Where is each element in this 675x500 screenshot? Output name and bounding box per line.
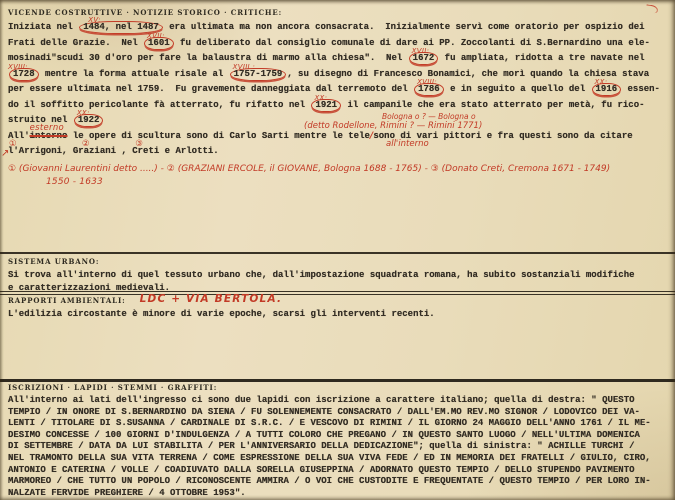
red-annotation: ②: [81, 138, 90, 149]
red-annotation: XX:: [594, 78, 608, 87]
typed-text: e caratterizzazioni medievali.: [8, 282, 171, 293]
struck-word: interno esterno: [29, 123, 68, 141]
section-iscrizioni: [8, 383, 663, 499]
typed-text: e in seguito a quello del: [444, 84, 591, 94]
red-annotation: XV:: [88, 16, 101, 25]
section-title-rapporti: RAPPORTI AMBIENTALI:: [8, 296, 126, 305]
text-line: [8, 62, 663, 83]
text-line: [8, 395, 663, 407]
red-annotation: ①: [9, 138, 17, 149]
red-annotation: XVIII:: [417, 78, 438, 87]
text-line: [8, 93, 663, 114]
text-line: [8, 78, 663, 98]
typed-text: fu ampliata, ridotta a tre navate nel: [439, 53, 645, 63]
red-annotation: XVIII :: [232, 62, 256, 71]
text-line: [8, 418, 663, 430]
typed-text: sono di vari pittori e fra questi sono da citare: [373, 130, 633, 141]
red-handwriting: 1550 - 1633: [46, 176, 103, 187]
typed-text: L'edilizia circostante è minore di varie epoche, scarsi gli interventi recenti.: [8, 309, 435, 319]
typed-text: fu deliberato dal consiglio comunale di dare ai PP. Zoccolanti di S.Bernardino una ele-: [174, 37, 650, 48]
year-highlight: 1484, nel 1487 XV:: [79, 21, 163, 34]
red-annotation: XVII:: [411, 47, 430, 56]
typed-text: LENTI / TITOLARE DI S.SUSANNA / CARDINALE DI S.R.C. / E VESCOVO DI RIMINI / IL GIORNO 24 MAGGIO DELL'ANNO 1761 / IL ME-: [8, 418, 651, 429]
red-handwriting: ∕: [369, 130, 374, 141]
red-annotation: XX:: [76, 109, 90, 118]
red-annotation: esterno: [29, 123, 65, 134]
typed-text: NALZATE FERVIDE PREGHIERE / 4 OTTOBRE 1953".: [8, 487, 246, 498]
typed-text: Iniziata nel: [8, 22, 79, 32]
typed-text: e Arlotti.: [159, 146, 219, 156]
section-title-sistema: SISTEMA URBANO:: [8, 257, 100, 266]
text-line: [8, 47, 663, 67]
typed-text: Creti ③: [132, 138, 160, 156]
red-handwriting-float: Bologna o ? — Bologna o: [382, 111, 476, 121]
typed-text: ANTONIO E CATERINA / VOLLE / COADIUVATO DALLA SORELLA GIUSEPPINA / ADORNATO QUESTO TEMPIO / DELLO STUPENDO PAVIMENTO: [8, 464, 635, 475]
typed-text: do il soffitto pericolante fà atterrato, fu rifatto nel: [8, 99, 311, 110]
year-highlight: 1728 XVIII:: [9, 68, 39, 81]
red-annotation: XVII:: [147, 31, 165, 40]
typed-text: MARMOREO / CHE TUTTO UN POPOLO / RICONOSCENTE AMMIRA / O VOI CHE CUSTODITE E FREQUENTATE / QUESTO TEMPIO / PER LORO IN-: [8, 476, 651, 487]
text-line: [8, 176, 663, 188]
text-line: [8, 407, 663, 419]
divider-line-bottom: [0, 379, 675, 382]
typed-text: , su disegno di Francesco Bonamici, che morì quando la chiesa stava: [287, 68, 650, 79]
rapporti-paragraph: [8, 308, 663, 321]
typed-text: mosinadi"scudi 30 d'oro per fare la balaustra di marmo alla chiesa". Nel: [8, 53, 408, 63]
vicende-paragraph: [1, 16, 663, 188]
year-highlight: 1757-1759 XVIII :: [230, 68, 287, 81]
typed-text: Si trova all'interno di quel tessuto urbano che, dall'impostazione squadrata romana, ha subito sostanziali modifiche: [8, 270, 635, 280]
section-rapporti-ambientali: [8, 293, 663, 321]
text-line: [8, 476, 663, 488]
red-annotation: XX:: [314, 93, 328, 102]
divider-line-top: [0, 252, 675, 254]
section-title-iscrizioni: ISCRIZIONI · LAPIDI · STEMMI · GRAFFITI:: [8, 383, 218, 392]
typed-text: mentre la forma attuale risale al: [39, 68, 229, 79]
typed-text: DESIMO CONCESSE / 100 GIORNI D'INDULGENZA / A TUTTI COLORO CHE PREGANO / IN QUESTO SANTO LUOGO / NELL'ULTIMA DOMENICA: [8, 429, 640, 440]
text-line: [8, 430, 663, 442]
year-highlight: 1916 XX:: [592, 83, 622, 96]
typed-text: All'interno ai lati dell'ingresso ci sono due lapidi con iscrizione a carattere italiano; quella di destra: " QUESTO: [8, 395, 635, 405]
iscrizioni-paragraph: [8, 395, 663, 499]
typed-text: per essere ultimata nel 1759. Fu gravemente danneggiata dal terremoto del: [8, 84, 414, 94]
red-annotation: XVIII:: [8, 62, 28, 71]
typed-text: NEL TRAMONTO DELLA SUA VITA TERRENA / COME ESPRESSIONE DELLA SUA VIVA FEDE / ED IN MEMORIA DEI FRATELLI / GIULIO, CIRO,: [8, 452, 651, 463]
text-line: [8, 441, 663, 453]
typed-text: ,: [116, 146, 133, 156]
red-handwriting: ① (Giovanni Laurentini detto .....) - ② (GRAZIANI ERCOLE, il GIOVANE, Bologna 1688 - 1765) - ③ (Donato Creti, Cremona 1671 - 1749): [8, 163, 611, 174]
typed-text: Frati delle Grazie. Nel: [8, 37, 144, 48]
section-title-vicende: VICENDE COSTRUTTIVE · NOTIZIE STORICO · CRITICHE:: [8, 8, 283, 17]
year-highlight: 1672 XVII:: [409, 52, 439, 65]
text-line: [8, 453, 663, 465]
typed-text: essen-: [622, 84, 660, 94]
text-line: [8, 308, 663, 321]
typed-text: struito nel: [8, 115, 73, 125]
typed-text: era ultimata ma non ancora consacrata. Inizialmente servì come oratorio per ospizio dei: [163, 22, 645, 32]
red-annotation: ③: [135, 138, 144, 149]
red-handwriting: ↗: [1, 148, 10, 159]
text-line: [8, 465, 663, 477]
red-handwriting-float: all'interno: [386, 138, 429, 149]
section-vicende-costruttive: [1, 8, 663, 188]
typed-text: All': [8, 130, 30, 141]
typed-text: TEMPIO / IN ONORE DI S.BERNARDINO DA SIENA / FU SOLENNEMENTE CONSACRATO / DALL'EM.MO REV.MO SIGNOR / LODOVICO DEI VA-: [8, 406, 640, 417]
typed-text: il campanile che era stato atterrato per metà, fu rico-: [342, 99, 645, 110]
text-line: [8, 31, 663, 52]
text-line: [8, 16, 663, 36]
year-highlight: 1921 XX:: [311, 99, 341, 112]
rapporti-title-row: [8, 293, 663, 308]
text-line: [8, 163, 663, 176]
typed-text: l'Arrigoni, ①: [8, 138, 68, 156]
text-line: [8, 282, 663, 295]
typed-text: DI SETTEMBRE / DATA DA LUI STABILITA / PER L'ANNIVERSARIO DELLA DEDICAZIONE"; quella di sinistra: " ACHILLE TURCHI /: [8, 441, 635, 452]
typed-text: Graziani ②: [72, 138, 117, 156]
sistema-paragraph: [8, 269, 663, 294]
red-handwriting-float: (detto Rodellone, Rimini ? — Rimini 1771): [304, 120, 483, 131]
section-sistema-urbano: [8, 257, 663, 294]
year-highlight: 1601 XVII:: [144, 37, 174, 50]
typed-text: le opere di scultura sono di Carlo Sarti mentre le tele: [67, 130, 370, 141]
year-highlight: 1922 XX:: [74, 114, 104, 127]
year-highlight: 1786 XVIII:: [414, 83, 444, 96]
red-handwriting-rapporti: LDC + VIA BERTOLA.: [139, 293, 283, 305]
text-line: [8, 488, 663, 500]
text-line: [8, 269, 663, 282]
